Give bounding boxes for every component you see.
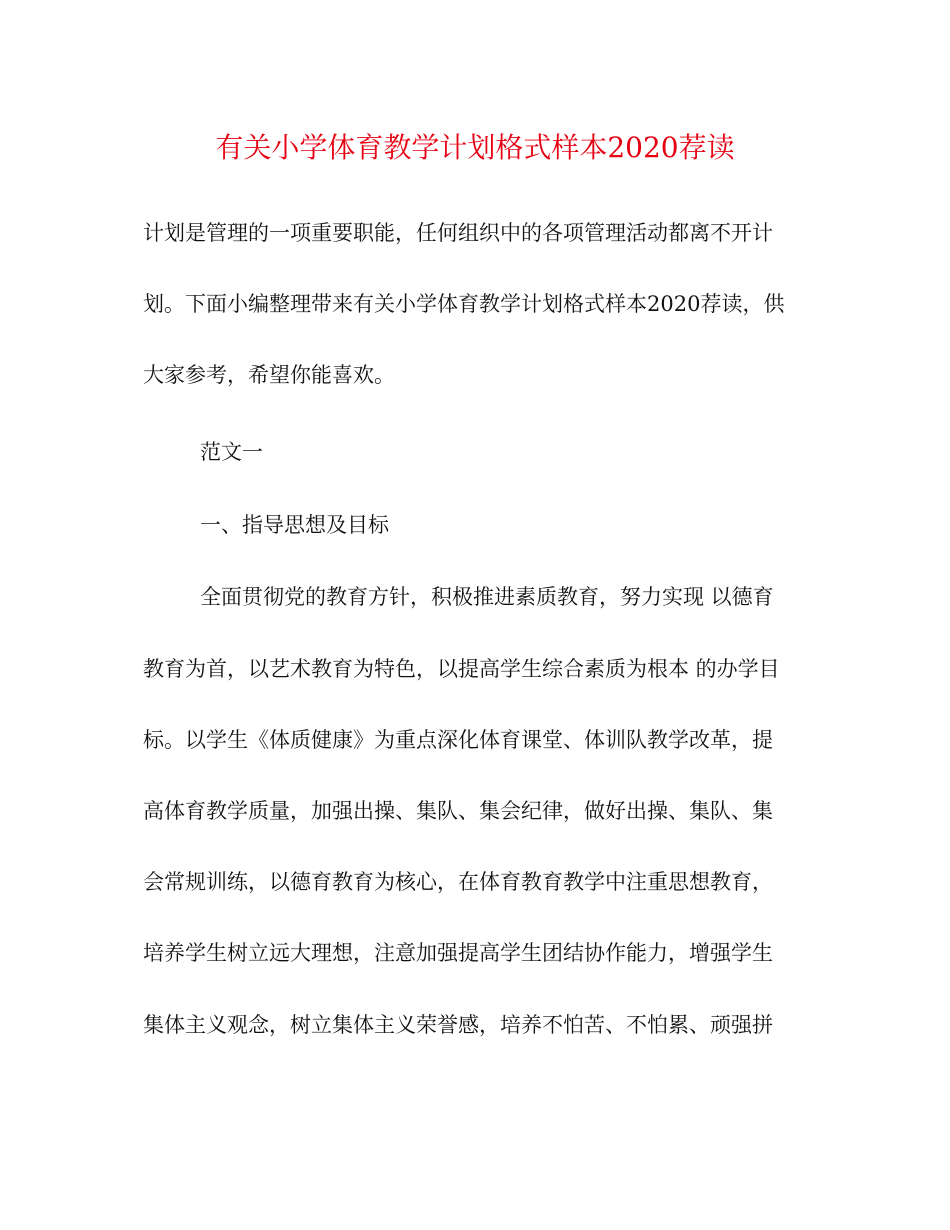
document-title: 有关小学体育教学计划格式样本2020荐读: [215, 131, 735, 164]
paragraph-line: 集体主义观念，树立集体主义荣誉感，培养不怕苦、不怕累、顽强拼: [143, 1013, 773, 1037]
paragraph-line: 大家参考，希望你能喜欢。: [143, 363, 395, 387]
paragraph-line: 会常规训练，以德育教育为核心，在体育教育教学中注重思想教育，: [143, 870, 773, 894]
paragraph-line: 全面贯彻党的教育方针，积极推进素质教育，努力实现 以德育: [200, 585, 774, 609]
paragraph-line: 划。下面小编整理带来有关小学体育教学计划格式样本2020荐读，供: [143, 292, 785, 316]
section-label: 范文一: [200, 440, 263, 464]
section-heading: 一、指导思想及目标: [200, 513, 389, 537]
paragraph-line: 教育为首，以艺术教育为特色，以提高学生综合素质为根本 的办学目: [143, 657, 780, 681]
paragraph-line: 高体育教学质量，加强出操、集队、集会纪律，做好出操、集队、集: [143, 799, 773, 823]
paragraph-line: 标。以学生《体质健康》为重点深化体育课堂、体训队教学改革，提: [143, 728, 773, 752]
paragraph-line: 培养学生树立远大理想，注意加强提高学生团结协作能力，增强学生: [143, 941, 773, 965]
paragraph-line: 计划是管理的一项重要职能，任何组织中的各项管理活动都离不开计: [143, 221, 773, 245]
